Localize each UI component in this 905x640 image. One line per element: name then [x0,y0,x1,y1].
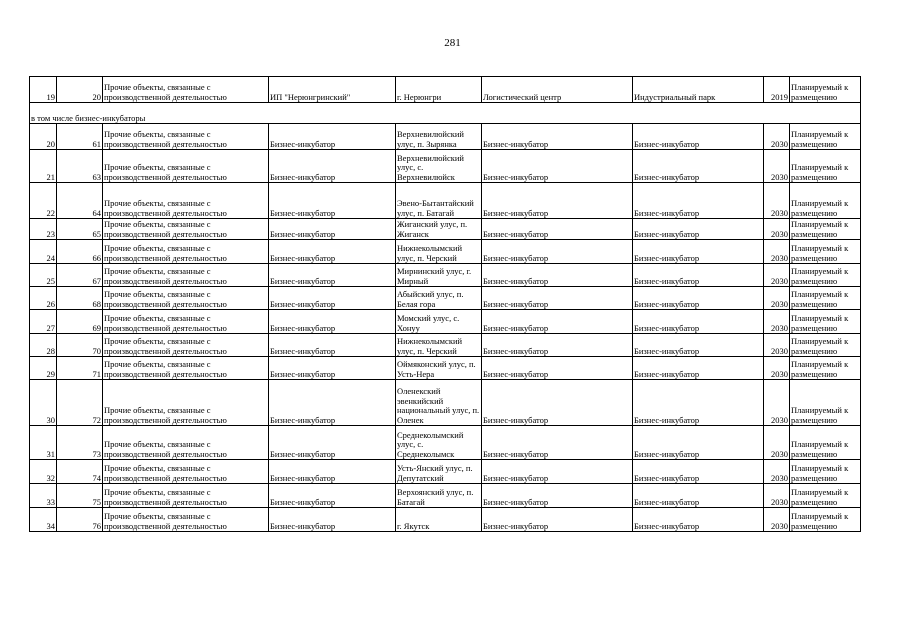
row-index: 28 [30,334,57,357]
object-purpose: Бизнес-инкубатор [482,219,633,240]
object-category: Прочие объекты, связанные с производственной деятельностью [103,357,269,380]
object-type: Бизнес-инкубатор [633,508,764,532]
table-row [30,310,861,334]
object-year: 2030 [764,264,790,287]
object-category: Прочие объекты, связанные с производственной деятельностью [103,219,269,240]
object-category: Прочие объекты, связанные с производственной деятельностью [103,484,269,508]
object-category: Прочие объекты, связанные с производственной деятельностью [103,287,269,310]
row-index: 19 [30,77,57,103]
object-type: Бизнес-инкубатор [633,357,764,380]
table-row [30,460,861,484]
object-year: 2030 [764,310,790,334]
object-purpose: Бизнес-инкубатор [482,426,633,460]
table-row [30,219,861,240]
row-index: 21 [30,150,57,183]
object-year: 2030 [764,287,790,310]
object-number: 20 [57,77,103,103]
object-type: Бизнес-инкубатор [633,264,764,287]
object-type: Бизнес-инкубатор [633,310,764,334]
object-purpose: Логистический центр [482,77,633,103]
object-status: Планируемый к размещению [790,240,861,264]
object-location: г. Нерюнгри [396,77,482,103]
row-index: 24 [30,240,57,264]
object-number: 65 [57,219,103,240]
object-location: Оймяконский улус, п. Усть-Нера [396,357,482,380]
object-type: Бизнес-инкубатор [633,426,764,460]
section-title: в том числе бизнес-инкубаторы [30,103,861,124]
object-type: Бизнес-инкубатор [633,150,764,183]
object-type: Бизнес-инкубатор [633,219,764,240]
object-name: Бизнес-инкубатор [269,460,396,484]
object-status: Планируемый к размещению [790,484,861,508]
table-row [30,183,861,219]
row-index: 22 [30,183,57,219]
object-location: Нижнеколымский улус, п. Черский [396,240,482,264]
object-name: ИП "Нерюнгринский" [269,77,396,103]
object-category: Прочие объекты, связанные с производственной деятельностью [103,77,269,103]
object-year: 2030 [764,460,790,484]
object-status: Планируемый к размещению [790,357,861,380]
object-location: Среднеколымский улус, с. Среднеколымск [396,426,482,460]
object-number: 71 [57,357,103,380]
table-row [30,508,861,532]
section-row [30,103,861,124]
row-index: 31 [30,426,57,460]
table-row [30,124,861,150]
object-location: Усть-Янский улус, п. Депутатский [396,460,482,484]
object-year: 2030 [764,357,790,380]
table-row [30,77,861,103]
table-row [30,426,861,460]
object-purpose: Бизнес-инкубатор [482,460,633,484]
object-status: Планируемый к размещению [790,150,861,183]
object-category: Прочие объекты, связанные с производственной деятельностью [103,240,269,264]
object-number: 75 [57,484,103,508]
object-location: Момский улус, с. Хонуу [396,310,482,334]
object-name: Бизнес-инкубатор [269,287,396,310]
object-name: Бизнес-инкубатор [269,264,396,287]
table-row [30,380,861,426]
object-purpose: Бизнес-инкубатор [482,150,633,183]
object-category: Прочие объекты, связанные с производственной деятельностью [103,508,269,532]
object-year: 2030 [764,124,790,150]
object-category: Прочие объекты, связанные с производственной деятельностью [103,264,269,287]
object-number: 61 [57,124,103,150]
object-location: Оленекский эвенкийский национальный улус, п. Оленек [396,380,482,426]
row-index: 32 [30,460,57,484]
object-year: 2030 [764,484,790,508]
object-category: Прочие объекты, связанные с производственной деятельностью [103,183,269,219]
row-index: 27 [30,310,57,334]
object-type: Бизнес-инкубатор [633,124,764,150]
object-location: Эвено-Бытантайский улус, п. Батагай [396,183,482,219]
object-type: Бизнес-инкубатор [633,460,764,484]
object-year: 2019 [764,77,790,103]
object-name: Бизнес-инкубатор [269,426,396,460]
object-number: 73 [57,426,103,460]
row-index: 23 [30,219,57,240]
object-purpose: Бизнес-инкубатор [482,380,633,426]
object-status: Планируемый к размещению [790,334,861,357]
object-purpose: Бизнес-инкубатор [482,508,633,532]
row-index: 25 [30,264,57,287]
object-type: Бизнес-инкубатор [633,380,764,426]
object-purpose: Бизнес-инкубатор [482,310,633,334]
object-category: Прочие объекты, связанные с производственной деятельностью [103,380,269,426]
object-location: Верхневилюйский улус, с. Верхневилюйск [396,150,482,183]
object-name: Бизнес-инкубатор [269,508,396,532]
object-type: Бизнес-инкубатор [633,240,764,264]
object-type: Индустриальный парк [633,77,764,103]
object-number: 68 [57,287,103,310]
table-row [30,334,861,357]
object-location: г. Якутск [396,508,482,532]
object-category: Прочие объекты, связанные с производственной деятельностью [103,150,269,183]
object-purpose: Бизнес-инкубатор [482,334,633,357]
object-purpose: Бизнес-инкубатор [482,484,633,508]
row-index: 33 [30,484,57,508]
object-status: Планируемый к размещению [790,124,861,150]
table-row [30,484,861,508]
object-purpose: Бизнес-инкубатор [482,287,633,310]
table-row [30,357,861,380]
object-name: Бизнес-инкубатор [269,484,396,508]
object-location: Жиганский улус, п. Жиганск [396,219,482,240]
object-status: Планируемый к размещению [790,460,861,484]
row-index: 34 [30,508,57,532]
object-status: Планируемый к размещению [790,77,861,103]
object-category: Прочие объекты, связанные с производственной деятельностью [103,124,269,150]
object-name: Бизнес-инкубатор [269,357,396,380]
object-type: Бизнес-инкубатор [633,183,764,219]
object-year: 2030 [764,150,790,183]
object-status: Планируемый к размещению [790,219,861,240]
row-index: 29 [30,357,57,380]
object-purpose: Бизнес-инкубатор [482,240,633,264]
object-number: 74 [57,460,103,484]
object-status: Планируемый к размещению [790,426,861,460]
row-index: 26 [30,287,57,310]
object-purpose: Бизнес-инкубатор [482,264,633,287]
object-number: 72 [57,380,103,426]
object-status: Планируемый к размещению [790,380,861,426]
object-name: Бизнес-инкубатор [269,310,396,334]
object-status: Планируемый к размещению [790,264,861,287]
object-location: Верхоянский улус, п. Батагай [396,484,482,508]
object-number: 69 [57,310,103,334]
object-year: 2030 [764,508,790,532]
object-location: Верхневилюйский улус, п. Зырянка [396,124,482,150]
object-status: Планируемый к размещению [790,310,861,334]
object-year: 2030 [764,183,790,219]
object-year: 2030 [764,334,790,357]
object-status: Планируемый к размещению [790,183,861,219]
object-name: Бизнес-инкубатор [269,219,396,240]
object-category: Прочие объекты, связанные с производственной деятельностью [103,334,269,357]
object-year: 2030 [764,426,790,460]
object-purpose: Бизнес-инкубатор [482,357,633,380]
object-year: 2030 [764,219,790,240]
object-type: Бизнес-инкубатор [633,287,764,310]
objects-table [29,76,861,532]
object-location: Нижнеколымский улус, п. Черский [396,334,482,357]
object-name: Бизнес-инкубатор [269,240,396,264]
object-category: Прочие объекты, связанные с производственной деятельностью [103,460,269,484]
object-number: 70 [57,334,103,357]
object-year: 2030 [764,240,790,264]
object-name: Бизнес-инкубатор [269,150,396,183]
object-location: Абыйский улус, п. Белая гора [396,287,482,310]
row-index: 30 [30,380,57,426]
object-status: Планируемый к размещению [790,287,861,310]
object-category: Прочие объекты, связанные с производственной деятельностью [103,426,269,460]
object-location: Мирнинский улус, г. Мирный [396,264,482,287]
object-number: 64 [57,183,103,219]
table-row [30,150,861,183]
object-type: Бизнес-инкубатор [633,484,764,508]
object-status: Планируемый к размещению [790,508,861,532]
object-name: Бизнес-инкубатор [269,380,396,426]
object-purpose: Бизнес-инкубатор [482,183,633,219]
object-type: Бизнес-инкубатор [633,334,764,357]
table-row [30,240,861,264]
object-name: Бизнес-инкубатор [269,334,396,357]
page-number: 281 [444,37,461,49]
table-row [30,287,861,310]
object-category: Прочие объекты, связанные с производственной деятельностью [103,310,269,334]
object-number: 76 [57,508,103,532]
object-year: 2030 [764,380,790,426]
object-number: 67 [57,264,103,287]
object-purpose: Бизнес-инкубатор [482,124,633,150]
table-row [30,264,861,287]
object-name: Бизнес-инкубатор [269,124,396,150]
object-name: Бизнес-инкубатор [269,183,396,219]
object-number: 63 [57,150,103,183]
row-index: 20 [30,124,57,150]
object-number: 66 [57,240,103,264]
